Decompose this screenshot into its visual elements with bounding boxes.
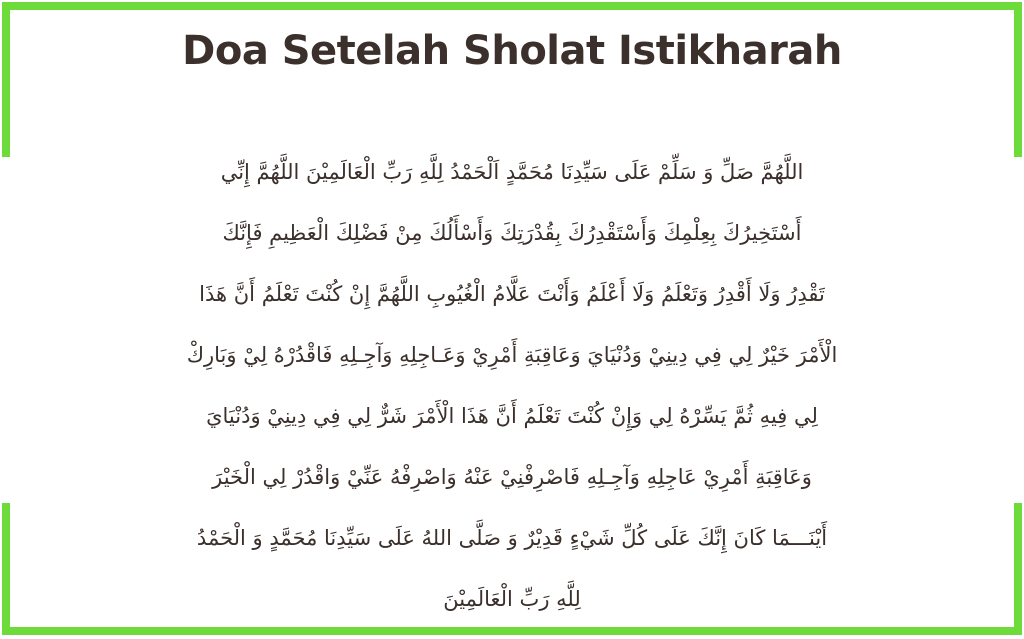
doa-line: تَقْدِرُ وَلَا أَقْدِرُ وَتَعْلَمُ وَلَا أَعْلَمُ وَأَنْتَ عَلَّامُ الْغُيُوبِ اللَّهُمَّ إِنْ كُنْتَ تَعْلَمُ أَنَّ هَذَا <box>199 282 825 306</box>
frame-top-border <box>2 2 1022 10</box>
doa-line: وَعَاقِبَةِ أَمْرِيْ عَاجِلِهِ وَآجِـلِهِ فَاصْرِفْنِيْ عَنْهُ وَاصْرِفْهُ عَنِّيْ وَاقْدُرْ لِي الْخَيْرَ <box>212 465 812 489</box>
page-title: Doa Setelah Sholat Istikharah <box>182 28 842 74</box>
frame-right-top-border <box>1014 2 1022 157</box>
doa-line: لِلَّهِ رَبِّ الْعَالَمِيْنَ <box>443 587 581 611</box>
frame-right-bottom-border <box>1014 503 1022 635</box>
doa-line: الْأَمْرَ خَيْرٌ لِي فِي دِينِيْ وَدُنْيَايَ وَعَاقِبَةِ أَمْرِيْ وَعَـاجِلِهِ وَآجِـلِهِ فَاقْدُرْهُ لِيْ وَبَارِكْ <box>186 343 838 367</box>
doa-line: لِي فِيهِ ثُمَّ يَسِّرْهُ لِي وَإِنْ كُنْتَ تَعْلَمُ أَنَّ هَذَا الْأَمْرَ شَرٌّ لِي فِي دِينِيْ وَدُنْيَايَ <box>206 404 818 428</box>
doa-line: اللَّهُمَّ صَلِّ وَ سَلِّمْ عَلَى سَيِّدِنَا مُحَمَّدٍ اَلْحَمْدُ لِلَّهِ رَبِّ الْعَالَمِيْنَ اللَّهُمَّ إِنِّي <box>220 160 804 184</box>
frame-left-top-border <box>2 2 10 157</box>
doa-line: أَيْنَـــمَا كَانَ إِنَّكَ عَلَى كُلِّ شَيْءٍ قَدِيْرٌ وَ صَلَّى اللهُ عَلَى سَيِّدِنَا مُحَمَّدٍ وَ الْحَمْدُ <box>196 526 828 550</box>
frame-left-bottom-border <box>2 503 10 635</box>
doa-line: أَسْتَخِيرُكَ بِعِلْمِكَ وَأَسْتَقْدِرُكَ بِقُدْرَتِكَ وَأَسْأَلُكَ مِنْ فَضْلِكَ الْعَظِيمِ فَإِنَّكَ <box>222 221 802 245</box>
doa-arabic-text <box>120 142 904 630</box>
